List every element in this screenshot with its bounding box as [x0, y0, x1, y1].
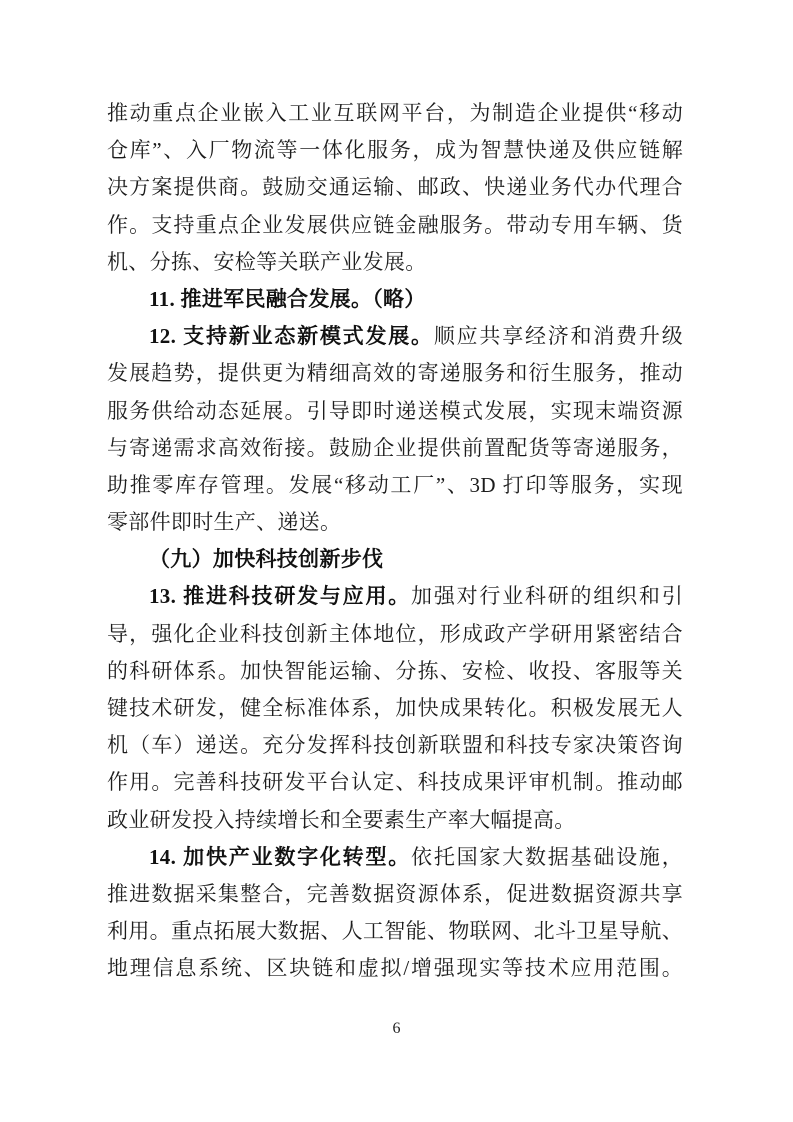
text-line: [107, 132, 683, 169]
body-text: 零部件即时生产、递送。: [107, 510, 342, 535]
text-line: [107, 355, 683, 392]
body-text: 服务供给动态延展。引导即时递送模式发展，实现末端资源: [107, 398, 683, 423]
heading-line: [107, 578, 683, 615]
body-text: 加强对行业科研的组织和引: [411, 584, 683, 609]
heading-line: [107, 281, 683, 318]
body-text: 发展趋势，提供更为精细高效的寄递服务和衍生服务，推动: [107, 361, 683, 386]
body-text: 推进数据采集整合，完善数据资源体系，促进数据资源共享: [107, 881, 683, 906]
text-line: [107, 727, 683, 764]
page-number: 6: [392, 1020, 401, 1037]
heading-line: [107, 839, 683, 876]
heading-text: （九）加快科技创新步伐: [149, 547, 384, 572]
heading-text: 11. 推进军民融合发展。（略）: [149, 286, 426, 311]
body-text: 依托国家大数据基础设施，: [411, 844, 683, 869]
text-line: [107, 950, 683, 987]
text-line: [107, 244, 683, 281]
body-text: 与寄递需求高效衔接。鼓励企业提供前置配货等寄递服务，: [107, 435, 683, 460]
body-text: 作。支持重点企业发展供应链金融服务。带动专用车辆、货: [107, 212, 683, 237]
document-body: [107, 95, 683, 988]
body-text: 的科研体系。加快智能运输、分拣、安检、收投、客服等关: [107, 658, 683, 683]
body-text: 决方案提供商。鼓励交通运输、邮政、快递业务代办代理合: [107, 175, 683, 200]
text-line: [107, 690, 683, 727]
body-text: 作用。完善科技研发平台认定、科技成果评审机制。推动邮: [107, 770, 683, 795]
text-line: [107, 95, 683, 132]
text-line: [107, 616, 683, 653]
text-line: [107, 207, 683, 244]
heading-line: [107, 318, 683, 355]
text-line: [107, 467, 683, 504]
text-line: [107, 393, 683, 430]
body-text: 地理信息系统、区块链和虚拟/增强现实等技术应用范围。: [107, 956, 683, 981]
body-text: 导，强化企业科技创新主体地位，形成政产学研用紧密结合: [107, 621, 683, 646]
body-text: 机、分拣、安检等关联产业发展。: [107, 249, 427, 274]
text-line: [107, 430, 683, 467]
body-text: 利用。重点拓展大数据、人工智能、物联网、北斗卫星导航、: [107, 919, 683, 944]
body-text: 仓库”、入厂物流等一体化服务，成为智慧快递及供应链解: [107, 138, 683, 163]
heading-line: [107, 541, 683, 578]
text-line: [107, 876, 683, 913]
heading-text: 14. 加快产业数字化转型。: [149, 844, 412, 869]
body-text: 机（车）递送。充分发挥科技创新联盟和科技专家决策咨询: [107, 733, 683, 758]
body-text: 政业研发投入持续增长和全要素生产率大幅提高。: [107, 807, 576, 832]
text-line: [107, 802, 683, 839]
body-text: 顺应共享经济和消费升级: [433, 324, 684, 349]
heading-text: 13. 推进科技研发与应用。: [149, 584, 412, 609]
body-text: 推动重点企业嵌入工业互联网平台，为制造企业提供“移动: [107, 101, 683, 125]
text-line: [107, 169, 683, 206]
text-line: [107, 764, 683, 801]
text-line: [107, 504, 683, 541]
body-text: 助推零库存管理。发展“移动工厂”、3D 打印等服务，实现: [107, 472, 683, 497]
text-line: [107, 913, 683, 950]
body-text: 键技术研发，健全标准体系，加快成果转化。积极发展无人: [107, 696, 683, 720]
text-line: [107, 653, 683, 690]
heading-text: 12. 支持新业态新模式发展。: [149, 324, 434, 349]
